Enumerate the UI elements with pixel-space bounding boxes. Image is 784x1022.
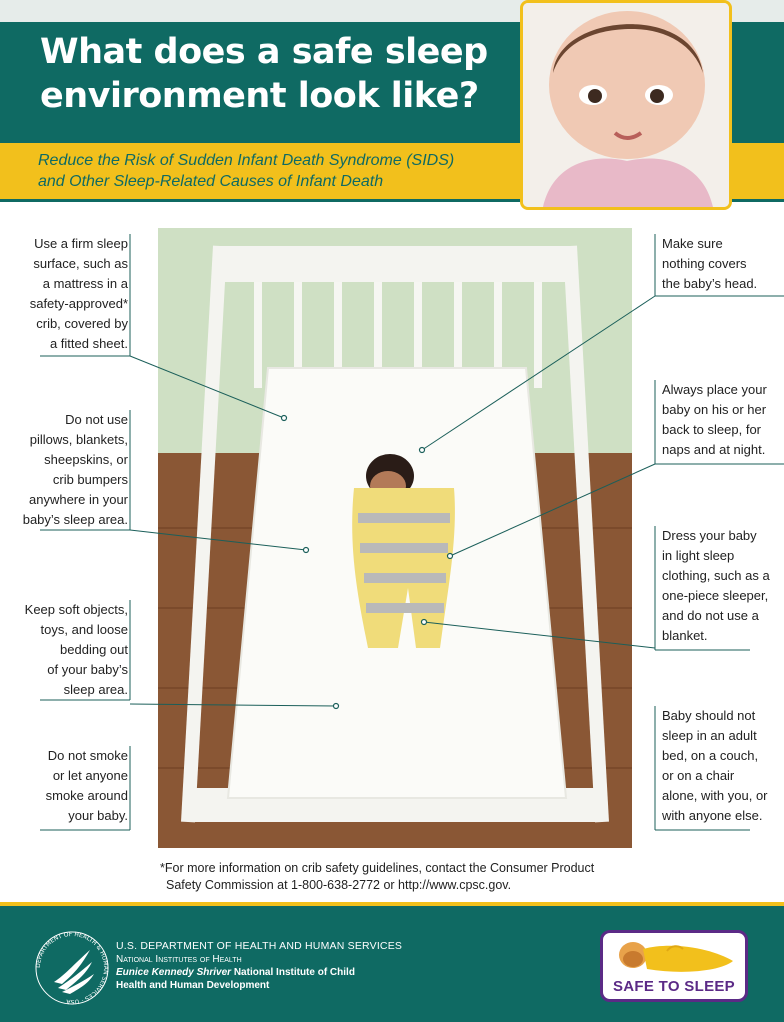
callout-line: pillows, blankets,	[29, 432, 128, 447]
callout-line: bedding out	[60, 642, 128, 657]
callout-no-adult-bed	[662, 706, 780, 826]
hhs-agency-text	[116, 940, 402, 992]
callout-line: Make sure	[662, 236, 723, 251]
callout-line: sleep in an adult	[662, 728, 757, 743]
callout-line: sleep area.	[63, 682, 128, 697]
callout-line: back to sleep, for	[662, 422, 761, 437]
callout-line: alone, with you, or	[662, 788, 768, 803]
callout-line: sheepskins, or	[44, 452, 128, 467]
crib-safety-footnote	[160, 860, 680, 894]
callout-line: Use a firm sleep	[34, 236, 128, 251]
callout-line: crib bumpers	[52, 472, 128, 487]
callout-line: one-piece sleeper,	[662, 588, 769, 603]
callout-no-smoke	[14, 746, 128, 826]
nichd-rest: National Institute of Child	[231, 967, 355, 978]
page-subtitle	[38, 150, 538, 192]
callout-line: the baby’s head.	[662, 276, 758, 291]
callout-line: or on a chair	[662, 768, 735, 783]
callout-line: surface, such as	[33, 256, 128, 271]
callout-line: with anyone else.	[662, 808, 763, 823]
callout-no-pillows	[14, 410, 128, 530]
page-title	[40, 30, 500, 118]
nih-name: National Institutes of Health	[116, 954, 242, 965]
footnote-line-1: *For more information on crib safety guidelines, contact the Consumer Product	[160, 861, 595, 875]
callout-line: nothing covers	[662, 256, 747, 271]
nichd-name	[116, 966, 402, 979]
callout-line: crib, covered by	[36, 316, 128, 331]
footnote-line-2: Safety Commission at 1-800-638-2772 or http://www.cpsc.gov.	[166, 878, 512, 892]
callout-line: or let anyone	[52, 768, 128, 783]
callout-line: blanket.	[662, 628, 708, 643]
sleeping-baby-icon	[603, 935, 745, 979]
callout-line: a mattress in a	[42, 276, 128, 291]
callout-line: and do not use a	[662, 608, 759, 623]
safe-to-sleep-logo	[600, 930, 748, 1002]
callout-line: Always place your	[662, 382, 767, 397]
crib-photo	[158, 228, 632, 848]
callout-line: Do not use	[65, 412, 128, 427]
callout-line: clothing, such as a	[662, 568, 770, 583]
baby-portrait-photo	[520, 0, 732, 210]
safe-to-sleep-label: SAFE TO SLEEP	[613, 978, 735, 995]
callout-line: Dress your baby	[662, 528, 757, 543]
callout-line: anywhere in your	[29, 492, 128, 507]
callout-line: bed, on a couch,	[662, 748, 759, 763]
callout-line: baby on his or her	[662, 402, 767, 417]
callout-line: naps and at night.	[662, 442, 766, 457]
callout-line: smoke around	[45, 788, 128, 803]
seal-text: DEPARTMENT OF HEALTH & HUMAN SERVICES · USA	[34, 930, 110, 1006]
nichd-italic: Eunice Kennedy Shriver	[116, 967, 232, 978]
subtitle-line-1: Reduce the Risk of Sudden Infant Death Syndrome (SIDS)	[38, 152, 455, 169]
callout-line: a fitted sheet.	[49, 336, 128, 351]
callout-head-uncovered	[662, 234, 780, 294]
hhs-dept-name: U.S. DEPARTMENT OF HEALTH AND HUMAN SERVICES	[116, 940, 403, 952]
title-line-2: environment look like?	[40, 76, 479, 116]
callout-line: Baby should not	[662, 708, 756, 723]
nichd-name-line-2: Health and Human Development	[116, 980, 270, 991]
callout-firm-surface	[14, 234, 128, 354]
callout-line: Do not smoke	[47, 748, 128, 763]
title-line-1: What does a safe sleep	[40, 32, 488, 72]
hhs-seal-logo	[32, 928, 112, 1008]
callout-line: toys, and loose	[40, 622, 128, 637]
callout-back-to-sleep	[662, 380, 780, 460]
callout-line: baby’s sleep area.	[22, 512, 128, 527]
callout-light-clothing	[662, 526, 780, 646]
subtitle-line-2: and Other Sleep-Related Causes of Infant Death	[38, 173, 384, 190]
callout-line: in light sleep	[662, 548, 735, 563]
callout-line: Keep soft objects,	[24, 602, 128, 617]
callout-line: your baby.	[68, 808, 128, 823]
callout-line: of your baby’s	[47, 662, 128, 677]
callout-soft-objects	[14, 600, 128, 700]
callout-line: safety-approved*	[29, 296, 128, 311]
